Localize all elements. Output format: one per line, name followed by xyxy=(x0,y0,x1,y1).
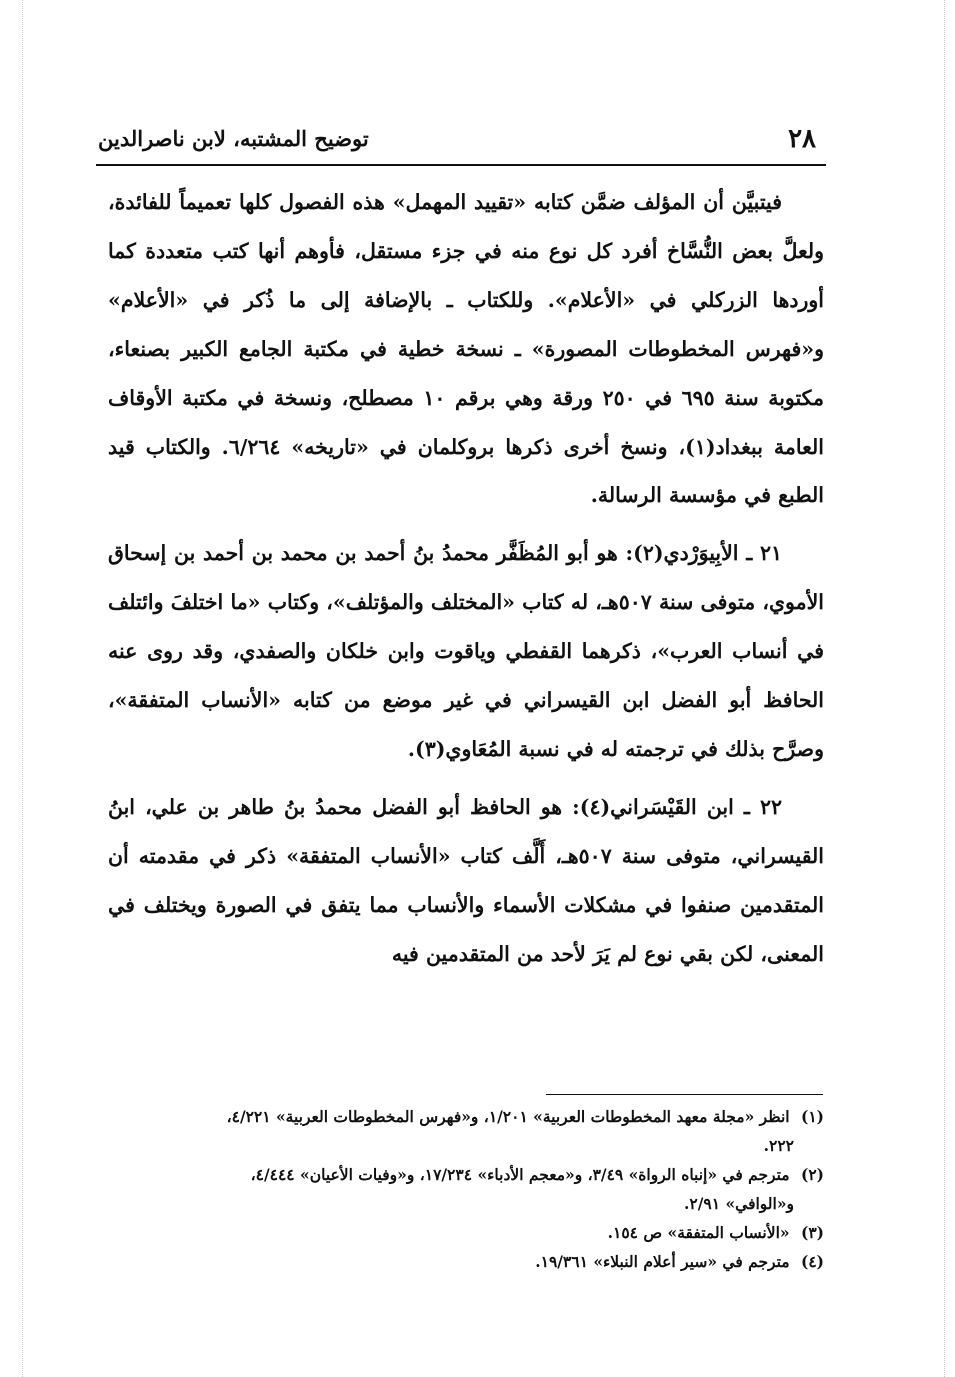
scan-margin-right xyxy=(944,0,945,1377)
footnote-number: (٤) xyxy=(800,1252,824,1271)
page-header xyxy=(96,124,824,160)
footnote-text: «الأنساب المتفقة» ص ١٥٤. xyxy=(607,1223,790,1242)
footnote-3 xyxy=(108,1218,824,1247)
entry-heading: ابن القَيْسَراني(٤): xyxy=(572,794,734,819)
footnote-text: انظر «مجلة معهد المخطوطات العربية» ١/٢٠١، و«فهرس المخطوطات العربية» ٤/٢٢١، xyxy=(226,1107,790,1126)
entry-text: هو أبو المُظَفَّر محمدُ بنُ أحمد بن محمد بن أحمد بن إسحاق الأموي، متوفى سنة ٥٠٧هـ، له كتاب «المختلف والمؤتلف»، وكتاب «ما اختلفَ وائتلف في أنساب العرب»، ذكرهما القفطي وياقوت وابن خلكان والصفدي، وقد روى عنه الحافظ أبو الفضل ابن القيسراني في غير موضع من كتابه «الأنساب المتفقة»، وصرَّح بذلك في ترجمته له في نسبة المُعَاوي(٣). xyxy=(108,541,825,761)
footnote-text: مترجم في «سير أعلام النبلاء» ١٩/٣٦١. xyxy=(535,1252,790,1271)
page-number: ٢٨ xyxy=(788,124,816,154)
footnote-number: (٣) xyxy=(800,1223,824,1242)
footnote-number: (١) xyxy=(800,1107,824,1126)
footnote-continuation: و«الوافي» ٢/٩١. xyxy=(684,1194,794,1213)
entry-22 xyxy=(108,783,824,979)
entry-21 xyxy=(108,529,824,774)
entry-number: ٢١ ـ xyxy=(746,541,782,566)
footnote-4 xyxy=(108,1247,824,1276)
footnotes xyxy=(108,1102,824,1276)
entry-text: هو الحافظ أبو الفضل محمدُ بنُ طاهر بن علي، ابنُ القيسراني، متوفى سنة ٥٠٧هـ، أَلَّف كتاب «الأنساب المتفقة» ذكر في مقدمته أن المتقدمين صنفوا في مشكلات الأسماء والأنساب مما يتفق في الصورة ويختلف في المعنى، لكن بقي نوع لم يَرَ لأحد من المتقدمين فيه xyxy=(108,794,824,966)
footnote-number: (٢) xyxy=(800,1165,824,1184)
main-text xyxy=(108,178,824,979)
footnote-2 xyxy=(108,1160,824,1218)
intro-paragraph: فيتبيَّن أن المؤلف ضمَّن كتابه «تقييد المهمل» هذه الفصول كلها تعميماً للفائدة، ولعلَّ بعض النُّسَّاخ أفرد كل نوع منه في جزء مستقل، فأوهم أنها كتب متعددة كما أوردها الزركلي في «الأعلام». وللكتاب ـ بالإضافة إلى ما ذُكر في «الأعلام» و«فهرس المخطوطات المصورة» ـ نسخة خطية في مكتبة الجامع الكبير بصنعاء، مكتوبة سنة ٦٩٥ في ٢٥٠ ورقة وهي برقم ١٠ مصطلح، ونسخة في مكتبة الأوقاف العامة ببغداد(١)، ونسخ أخرى ذكرها بروكلمان في «تاريخه» ٦/٢٦٤. والكتاب قيد الطبع في مؤسسة الرسالة. xyxy=(108,190,824,508)
footnote-rule xyxy=(546,1094,823,1095)
footnote-text: مترجم في «إنباه الرواة» ٣/٤٩، و«معجم الأدباء» ١٧/٢٣٤، و«وفيات الأعيان» ٤/٤٤٤، xyxy=(250,1165,790,1184)
scan-margin-left xyxy=(22,0,23,1377)
header-rule xyxy=(96,164,826,166)
entry-heading: الأبِيوَرْدي(٢): xyxy=(625,541,739,566)
entry-number: ٢٢ ـ xyxy=(743,794,782,819)
footnote-continuation: ٢٢٢. xyxy=(763,1136,794,1155)
running-title: توضيح المشتبه، لابن ناصرالدين xyxy=(98,126,369,151)
footnote-1 xyxy=(108,1102,824,1160)
